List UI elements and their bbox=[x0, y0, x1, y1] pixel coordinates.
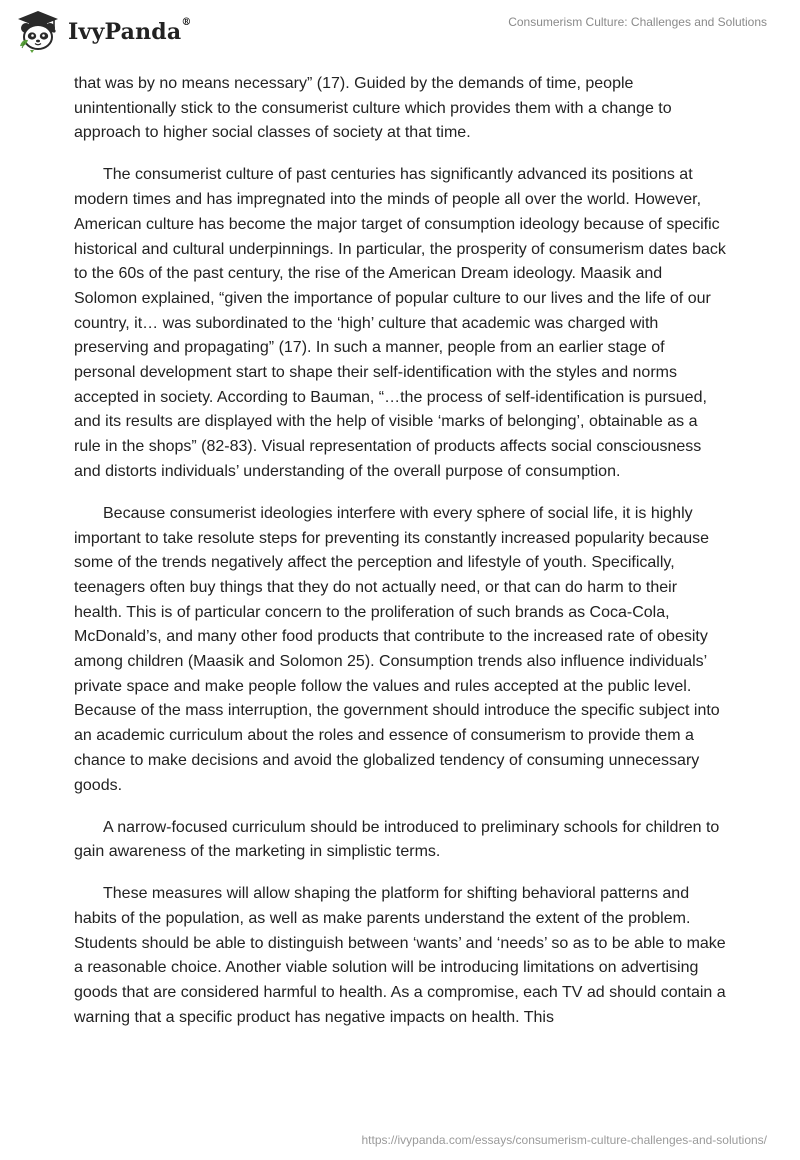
brand-name: IvyPanda® bbox=[68, 17, 192, 45]
paragraph: A narrow-focused curriculum should be introduced to preliminary schools for children to gain awareness of the marketing in simplistic terms. bbox=[74, 818, 720, 861]
document-title: Consumerism Culture: Challenges and Solutions bbox=[508, 15, 767, 29]
paragraph-continued: that was by no means necessary” (17). Guided by the demands of time, people unintentionally stick to the consumerist culture which provides them with a change to approach to higher social classes of society at that time. bbox=[74, 75, 672, 142]
ivypanda-logo[interactable] bbox=[14, 8, 192, 56]
panda-graduate-icon bbox=[14, 8, 62, 56]
paragraph: The consumerist culture of past centuries has significantly advanced its positions at modern times and has impregnated into the minds of people all over the world. However, American culture has become the major target of consumption ideology because of specific historical and cultural underpinnings. In particular, the prosperity of consumerism dates back to the 60s of the past century, the rise of the American Dream ideology. Maasik and Solomon explained, “given the importance of popular culture to our lives and the life of our country, it… was subordinated to the ‘high’ culture that academic was charged with preserving and propagating” (17). In such a manner, people from an earlier stage of personal development start to shape their self-identification with the styles and norms accepted in society. According to Bauman, “…the process of self-identification is pursued, and its results are displayed with the help of visible ‘marks of belonging’, obtainable as a rule in the shops” (82-83). Visual representation of products affects social consciousness and distorts individuals’ understanding of the overall purpose of consumption. bbox=[74, 166, 726, 480]
page-header bbox=[0, 0, 800, 66]
essay-body bbox=[74, 72, 726, 1048]
source-url[interactable]: https://ivypanda.com/essays/consumerism-culture-challenges-and-solutions/ bbox=[361, 1133, 767, 1147]
registered-mark: ® bbox=[181, 17, 192, 28]
paragraph: Because consumerist ideologies interfere with every sphere of social life, it is highly important to take resolute steps for preventing its constantly increased popularity because some of the trends negatively affect the perception and lifestyle of youth. Specifically, teenagers often buy things that they do not actually need, or that can do harm to their health. This is of particular concern to the proliferation of such brands as Coca-Cola, McDonald’s, and many other food products that contribute to the increased rate of obesity among children (Maasik and Solomon 25). Consumption trends also influence individuals’ private space and make people follow the values and rules accepted at the public level. Because of the mass interruption, the government should introduce the specific subject into an academic curriculum about the roles and essence of consumerism to provide them a chance to make decisions and avoid the globalized tendency of consuming unnecessary goods. bbox=[74, 504, 720, 794]
paragraph: These measures will allow shaping the platform for shifting behavioral patterns and habits of the population, as well as make parents understand the extent of the problem. Students should be able to distinguish between ‘wants’ and ‘needs’ so as to be able to make a reasonable choice. Another viable solution will be introducing limitations on advertising goods that are considered harmful to health. As a compromise, each TV ad should contain a warning that a specific product has negative impacts on health. This bbox=[74, 885, 726, 1026]
